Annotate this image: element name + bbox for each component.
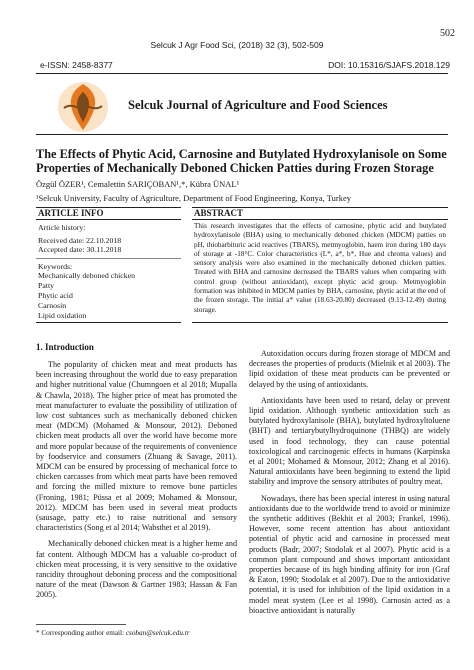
author-list: Özgül ÖZER¹, Cemalettin SARIÇOBAN¹,*, Kübra ÜNAL¹: [36, 179, 240, 189]
info-divider: [36, 258, 181, 259]
keyword-item: Phytic acid: [38, 291, 73, 300]
header-rule: [36, 73, 448, 74]
keyword-item: Mechanically deboned chicken: [38, 271, 135, 280]
received-date: Received date: 22.10.2018: [38, 236, 122, 245]
info-heading-rule: [36, 219, 181, 220]
abstract-bottom-rule: [192, 322, 448, 323]
accepted-date: Accepted date: 30.11.2018: [38, 245, 122, 254]
paper-title-line-2: Properties of Mechanically Deboned Chicken Patties during Frozen Storage: [36, 161, 434, 175]
body-paragraph: Antioxidants have been used to retard, delay or prevent lipid oxidation. Although synthetic antioxidation such as butylated hydroxylanisole (BHA), butylated hydroxyltoluene (BHT) and tertiarybutylhydroquinone (THBQ) are widely used in food technology, they can cause potential toxicological and carcinogenic effects in humans (Karpinska et al 2001; Mohamed & Monsour, 2012; Zhang et al 2016). Natural antioxidants have been beginning to extend the lipid stability and improve the sensory attributes of poultry meat.: [249, 395, 450, 487]
body-paragraph: Nowadays, there has been special interest in using natural antioxidants due to the worldwide trend to avoid or minimize the synthetic additives (Bekhit et al 2003; Frankel, 1996). However, some recent attention has about antioxidant potential of phytic acid and carnosine in processed meat products (Badr, 2007; Stodolak et al 2007). Phytic acid is a common plant compound and shows important antioxidant properties because of its high binding affinity for iron (Graf & Eaton, 1990; Stodolak et al 2007). Due to the antioxidative potential, it is used for inhibition of the lipid oxidation in a model meat system (Lee et al 1998). Carnosin acted as a bioactive antioxidant is naturally: [249, 493, 450, 615]
journal-logo-icon: [56, 80, 110, 134]
keyword-item: Patty: [38, 281, 55, 290]
keywords-label: Keywords:: [38, 262, 73, 271]
eissn: e-ISSN: 2458-8377: [40, 60, 113, 70]
corresponding-email-link[interactable]: csoban@selcuk.edu.tr: [125, 629, 190, 637]
paper-title: [36, 147, 448, 175]
introduction-heading: 1. Introduction: [36, 342, 94, 352]
body-paragraph: The popularity of chicken meat and meat products has been increasing throughout the world due to easy preparation and higher nutritional value (Chumngoen et al 2018; Mupalla & Chawla, 2018). The higher price of meat has promoted the meat manufacturer to evaluate the possibility of utilization of low cost subtances such as mechanically deboned chicken meat (MDCM) (Mohamed & Monsour, 2012). Deboned chicken meat products all over the world have become more and more popular because of the requirements of convenience by foodservice and consumers (Zhuang & Savage, 2011). MDCM can be ensured by processing of mechanical force to chicken carcasses from which meat parts have been removed and forcing the milled mixture to remove bone particles (Froning, 1981; Püssa et al 2009; Mohamed & Monsour, 2012). MDCM has been used in several meat products (sausage, patty etc.) to raise nutritional and sensory characteristics (Song et al 2014; Wabsthet et al 2019).: [36, 360, 237, 533]
abstract-heading-rule: [192, 219, 448, 220]
info-bottom-rule: [36, 322, 181, 323]
article-info-heading: ARTICLE INFO: [38, 208, 104, 218]
body-paragraph: Mechanically deboned chicken meat is a higher heme and fat content. Although MDCM has a valuable co-product of chicken meat processing, it is very sensitive to the oxidative rancidity throughout deboning process and the compositional nature of the meat (Dawson & Gartner 1983; Hassan & Fan 2005).: [36, 539, 237, 600]
abstract-text: This research investigates that the effects of carnosine, phytic acid and butylated hydroxylanisole (BHA) using to mechanically deboned chicken (MDCM) patties on pH, thiobarbituric acid reactives (TBARS), metmyoglobin, haem iron during 180 days of storage at -18°C. Color characteristics (L*, a*, b*, Hue and chroma values) and sensory analysis were also examined in the mechanically deboned chicken patties. Treated with BHA and carnosine decreased the TBARS values when comparing with control group (without antioxidant), except phytic acid group. Metmyoglobin formation was inhibited in MDCM patties by BHA, carnosine, phytic acid at the end of the frozen storage. The initial a* value (18.63-20.80) decreased (9.13-12.49) during storage.: [194, 222, 446, 314]
footnote-rule: [36, 624, 126, 625]
keyword-item: Lipid oxidation: [38, 311, 87, 320]
footnote-text: Corresponding author email:: [41, 629, 126, 637]
keyword-item: Carnosin: [38, 301, 67, 310]
doi: DOI: 10.15316/SJAFS.2018.129: [328, 60, 450, 70]
body-left-column: [36, 360, 237, 601]
keyword-list: [38, 271, 135, 321]
article-history-label: Article history:: [38, 223, 86, 232]
journal-citation: Selcuk J Agr Food Sci, (2018) 32 (3), 502-509: [150, 40, 324, 50]
body-right-column: [249, 349, 450, 616]
footnote-marker: *: [36, 629, 40, 637]
paper-title-line-1: The Effects of Phytic Acid, Carnosine and Butylated Hydroxylanisole on Some: [36, 147, 447, 161]
page-number: 502: [440, 28, 455, 39]
abstract-heading: ABSTRACT: [194, 208, 244, 218]
logo-rule: [36, 134, 448, 135]
body-paragraph: Autoxidation occurs during frozen storage of MDCM and decreases the properties of products (Mielnik et al 2003). The lipid oxidation of these meat products can be prevented or delayed by the using of antioxidants.: [249, 349, 450, 389]
journal-name: Selcuk Journal of Agriculture and Food Sciences: [128, 98, 388, 112]
journal-logo: [56, 80, 110, 134]
affiliation: ¹Selcuk University, Faculty of Agriculture, Department of Food Engineering, Konya, Turkey: [36, 193, 352, 203]
footnote: [36, 629, 190, 637]
